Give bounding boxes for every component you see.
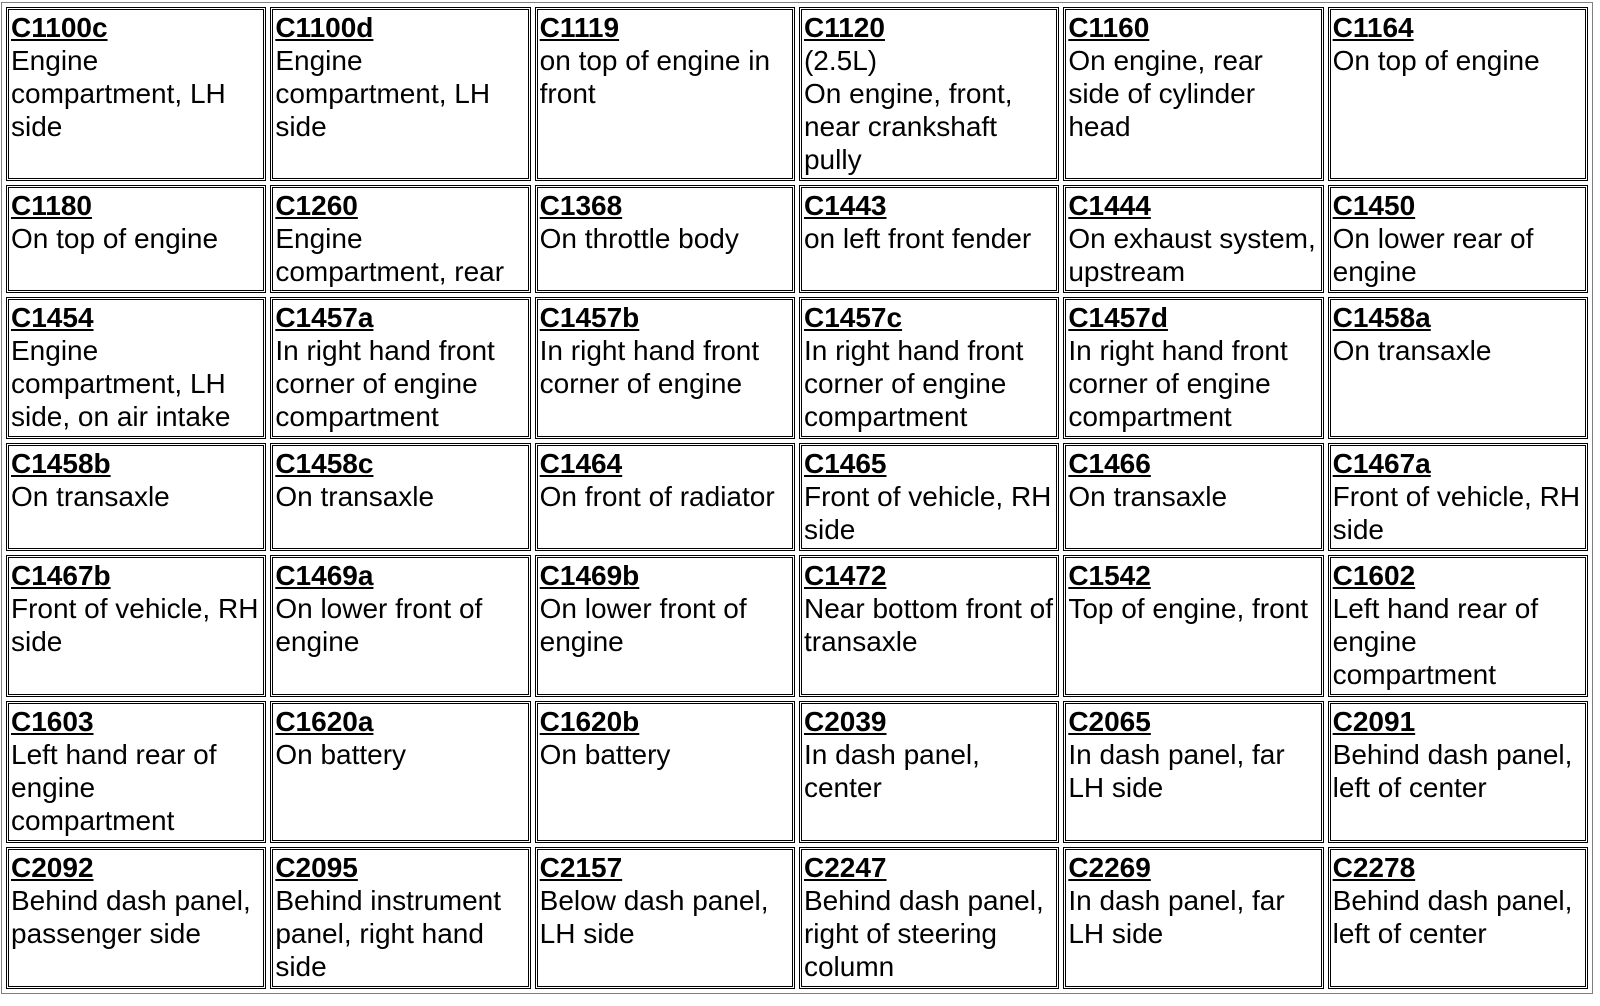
connector-id-link[interactable]: C1368 <box>539 190 623 221</box>
connector-id-link[interactable]: C1458b <box>11 448 111 479</box>
connector-location: Front of vehicle, RH side <box>1332 481 1581 545</box>
connector-location: On lower rear of engine <box>1332 223 1534 287</box>
connector-cell <box>1063 185 1323 293</box>
connector-location: In right hand front corner of engine compartment <box>275 335 495 432</box>
connector-id-link[interactable]: C1450 <box>1332 190 1416 221</box>
connector-id-link[interactable]: C2092 <box>11 852 94 883</box>
connector-cell <box>1063 847 1323 989</box>
connector-id-link[interactable]: C2157 <box>539 852 623 883</box>
connector-cell <box>270 847 530 989</box>
table-row <box>6 443 1588 551</box>
connector-cell <box>6 701 266 843</box>
table-row <box>6 701 1588 843</box>
connector-id-link[interactable]: C1467a <box>1332 448 1431 479</box>
connector-cell <box>6 443 266 551</box>
connector-cell <box>1328 701 1588 843</box>
connector-location: On transaxle <box>1068 481 1228 512</box>
connector-id-link[interactable]: C1465 <box>803 448 887 479</box>
connector-cell <box>1328 7 1588 181</box>
connector-location: On top of engine <box>1332 45 1540 76</box>
connector-cell <box>535 297 795 439</box>
connector-cell <box>1063 443 1323 551</box>
connector-location: In dash panel, far LH side <box>1068 885 1285 949</box>
connector-location: Below dash panel, LH side <box>539 885 769 949</box>
connector-location: In dash panel, far LH side <box>1068 739 1285 803</box>
connector-location: Behind dash panel, left of center <box>1332 885 1573 949</box>
connector-id-link[interactable]: C1467b <box>11 560 111 591</box>
connector-location: On lower front of engine <box>275 593 483 657</box>
connector-location: Engine compartment, LH side, on air intake <box>11 335 231 432</box>
connector-location: Left hand rear of engine compartment <box>1332 593 1539 690</box>
connector-id-link[interactable]: C1457d <box>1068 302 1168 333</box>
connector-location: Behind instrument panel, right hand side <box>275 885 502 982</box>
connector-id-link[interactable]: C1120 <box>803 12 885 43</box>
connector-cell <box>6 847 266 989</box>
table-row <box>6 555 1588 697</box>
connector-cell <box>1328 847 1588 989</box>
connector-id-link[interactable]: C1457b <box>539 302 640 333</box>
connector-id-link[interactable]: C1620b <box>539 706 640 737</box>
connector-cell <box>270 701 530 843</box>
connector-cell <box>270 555 530 697</box>
connector-cell <box>1063 555 1323 697</box>
connector-id-link[interactable]: C1603 <box>11 706 94 737</box>
connector-location: Left hand rear of engine compartment <box>11 739 217 836</box>
connector-id-link[interactable]: C1602 <box>1332 560 1416 591</box>
connector-location: on top of engine in front <box>539 45 771 109</box>
connector-location: Engine compartment, LH side <box>11 45 226 142</box>
connector-table-body <box>6 7 1588 989</box>
connector-location: Behind dash panel, passenger side <box>11 885 251 949</box>
connector-id-link[interactable]: C1466 <box>1068 448 1151 479</box>
connector-id-link[interactable]: C1457a <box>275 302 374 333</box>
connector-id-link[interactable]: C1458a <box>1332 302 1431 333</box>
connector-id-link[interactable]: C1160 <box>1068 12 1150 43</box>
connector-id-link[interactable]: C2095 <box>275 852 358 883</box>
connector-cell <box>799 443 1059 551</box>
connector-id-link[interactable]: C1444 <box>1068 190 1151 221</box>
connector-cell <box>270 185 530 293</box>
connector-id-link[interactable]: C2091 <box>1332 706 1416 737</box>
connector-cell <box>799 185 1059 293</box>
connector-id-link[interactable]: C1164 <box>1332 12 1414 43</box>
connector-id-link[interactable]: C1620a <box>275 706 374 737</box>
connector-location: On transaxle <box>11 481 170 512</box>
connector-cell <box>535 555 795 697</box>
connector-location: Behind dash panel, left of center <box>1332 739 1573 803</box>
connector-location: Engine compartment, LH side <box>275 45 491 142</box>
connector-cell <box>270 7 530 181</box>
connector-location: On front of radiator <box>539 481 775 512</box>
connector-cell <box>6 185 266 293</box>
connector-id-link[interactable]: C1457c <box>803 302 903 333</box>
table-row <box>6 7 1588 181</box>
connector-cell <box>6 555 266 697</box>
connector-cell <box>270 297 530 439</box>
connector-cell <box>1328 443 1588 551</box>
connector-location: Front of vehicle, RH side <box>11 593 259 657</box>
connector-id-link[interactable]: C2278 <box>1332 852 1416 883</box>
connector-cell <box>535 443 795 551</box>
connector-locator-table <box>1 2 1593 994</box>
connector-id-link[interactable]: C1458c <box>275 448 374 479</box>
connector-location: In right hand front corner of engine <box>539 335 760 399</box>
connector-cell <box>799 701 1059 843</box>
connector-cell <box>1328 297 1588 439</box>
connector-id-link[interactable]: C2039 <box>803 706 887 737</box>
connector-id-link[interactable]: C2269 <box>1068 852 1151 883</box>
connector-location: Top of engine, front <box>1068 593 1309 624</box>
connector-id-link[interactable]: C1542 <box>1068 560 1151 591</box>
connector-cell <box>1328 185 1588 293</box>
connector-id-link[interactable]: C1100d <box>275 12 374 43</box>
connector-location: on left front fender <box>803 223 1032 254</box>
connector-location: Engine compartment, rear <box>275 223 505 287</box>
connector-cell <box>799 555 1059 697</box>
connector-id-link[interactable]: C1443 <box>803 190 887 221</box>
connector-id-link[interactable]: C1100c <box>11 12 108 43</box>
connector-location: In right hand front corner of engine compartment <box>803 335 1024 432</box>
connector-id-link[interactable]: C1472 <box>803 560 887 591</box>
connector-cell <box>1328 555 1588 697</box>
connector-id-link[interactable]: C2247 <box>803 852 887 883</box>
connector-location: Front of vehicle, RH side <box>803 481 1052 545</box>
connector-location: Behind dash panel, right of steering column <box>803 885 1044 982</box>
connector-location: On lower front of engine <box>539 593 747 657</box>
connector-cell <box>799 847 1059 989</box>
connector-location: In right hand front corner of engine compartment <box>1068 335 1288 432</box>
connector-location: On exhaust system, upstream <box>1068 223 1316 287</box>
connector-location: On battery <box>539 739 671 770</box>
connector-cell <box>535 847 795 989</box>
table-row <box>6 185 1588 293</box>
connector-location: Near bottom front of transaxle <box>803 593 1053 657</box>
connector-cell <box>1063 7 1323 181</box>
connector-id-link[interactable]: C1454 <box>11 302 94 333</box>
connector-cell <box>799 7 1059 181</box>
connector-id-link[interactable]: C1260 <box>275 190 358 221</box>
connector-cell <box>1063 297 1323 439</box>
connector-cell <box>1063 701 1323 843</box>
connector-location: In dash panel, center <box>803 739 980 803</box>
connector-cell <box>799 297 1059 439</box>
connector-location: (2.5L) On engine, front, near crankshaft pully <box>803 45 1013 175</box>
connector-location: On transaxle <box>1332 335 1492 366</box>
connector-cell <box>270 443 530 551</box>
connector-cell <box>535 185 795 293</box>
connector-location: On top of engine <box>11 223 219 254</box>
connector-cell <box>6 7 266 181</box>
table-row <box>6 297 1588 439</box>
connector-id-link[interactable]: C1180 <box>11 190 92 221</box>
table-row <box>6 847 1588 989</box>
connector-location: On engine, rear side of cylinder head <box>1068 45 1263 142</box>
connector-id-link[interactable]: C1119 <box>539 12 620 43</box>
connector-cell <box>535 7 795 181</box>
connector-cell <box>6 297 266 439</box>
connector-id-link[interactable]: C1469b <box>539 560 640 591</box>
connector-location: On throttle body <box>539 223 739 254</box>
connector-location: On battery <box>275 739 407 770</box>
connector-cell <box>535 701 795 843</box>
connector-id-link[interactable]: C1469a <box>275 560 374 591</box>
connector-location: On transaxle <box>275 481 435 512</box>
connector-id-link[interactable]: C2065 <box>1068 706 1151 737</box>
connector-id-link[interactable]: C1464 <box>539 448 623 479</box>
